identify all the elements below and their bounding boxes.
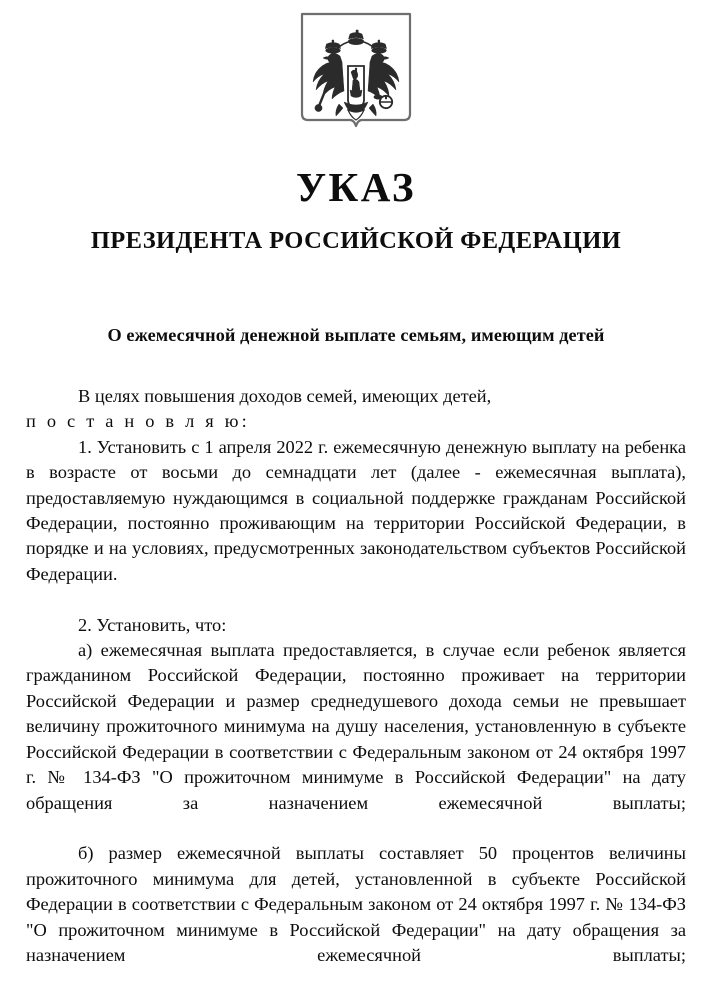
- page-subtitle: ПРЕЗИДЕНТА РОССИЙСКОЙ ФЕДЕРАЦИИ: [90, 227, 622, 254]
- coat-of-arms-container: [0, 10, 712, 147]
- paragraph-postanovlyayu: п о с т а н о в л я ю:: [26, 411, 250, 432]
- russian-coat-of-arms-icon: [298, 10, 414, 147]
- paragraph-item-1: 1. Установить с 1 апреля 2022 г. ежемесячную денежную выплату на ребенка в возрасте от восьми до семнадцати лет (далее - ежемесячная выплата), предоставляемую нуждающимся в социальной поддержке гражданам Российской Федерации, постоянно проживающим на территории Российской Федерации, в порядке и на условиях, предусмотренных законодательством субъектов Российской Федерации.: [26, 436, 686, 584]
- decree-body: [26, 384, 686, 994]
- paragraph-item-2b: б) размер ежемесячной выплаты составляет 50 процентов величины прожиточного минимума для детей, установленной в субъекте Российской Федерации в соответствии с Федеральным законом от 24 октября 1997 г. № 134-ФЗ "О прожиточном минимуме в Российской Федерации" на дату обращения за назначением ежемесячной выплаты;: [26, 843, 686, 965]
- paragraph-preamble: В целях повышения доходов семей, имеющих детей,: [78, 386, 492, 406]
- page-title: УКАЗ: [295, 164, 417, 210]
- decree-subject-heading: О ежемесячной денежной выплате семьям, имеющим детей: [107, 325, 605, 345]
- paragraph-item-2a: а) ежемесячная выплата предоставляется, в случае если ребенок является гражданином Российской Федерации, постоянно проживает на территории Российской Федерации и размер среднедушевого дохода семьи не превышает величину прожиточного минимума на душу населения, установленную в субъекте Российской Федерации в соответствии с Федеральным законом от 24 октября 1997 г. № 134-ФЗ "О прожиточном минимуме в Российской Федерации" на дату обращения за назначением ежемесячной выплаты;: [26, 640, 686, 813]
- paragraph-item-2: 2. Установить, что:: [78, 614, 227, 635]
